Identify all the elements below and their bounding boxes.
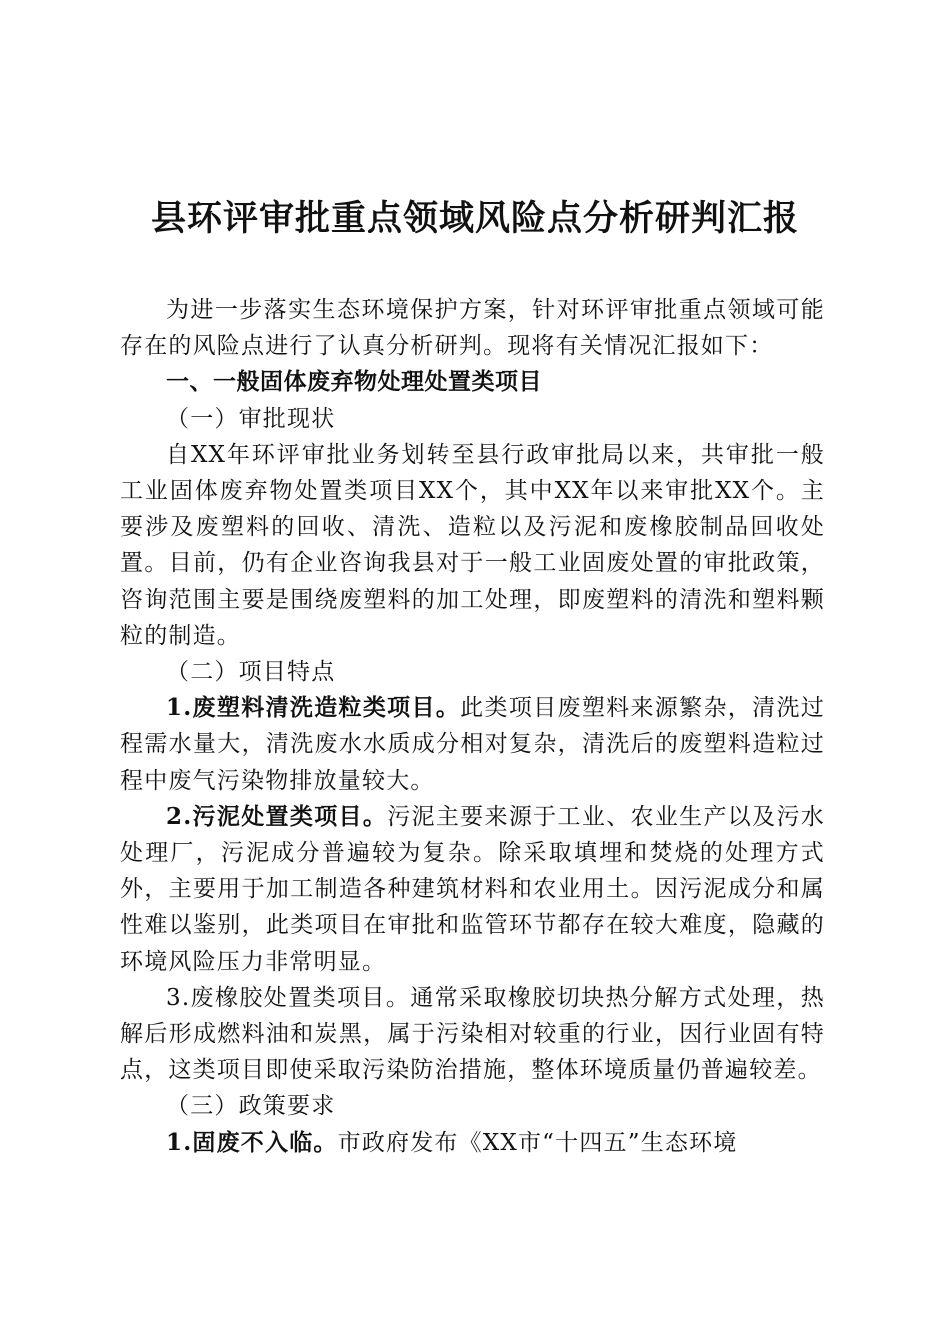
paragraph <box>120 799 825 980</box>
intro-paragraph: 为进一步落实生态环境保护方案，针对环评审批重点领域可能存在的风险点进行了认真分析研判。现将有关情况汇报如下： <box>120 297 825 360</box>
subsection-heading: （三）政策要求 <box>166 1093 336 1120</box>
paragraph: 自XX年环评审批业务划转至县行政审批局以来，共审批一般工业固体废弃物处置类项目XX个，其中XX年以来审批XX个。主要涉及废塑料的回收、清洗、造粒以及污泥和废橡胶制品回收处置。目前，仍有企业咨询我县对于一般工业固废处置的审批政策，咨询范围主要是围绕废塑料的加工处理，即废塑料的清洗和塑料颗粒的制造。 <box>120 441 825 649</box>
item-text: 市政府发布《XX市“十四五”生态环境 <box>337 1129 738 1156</box>
item-lead: 1.固废不入临。 <box>166 1128 338 1156</box>
paragraph <box>120 1125 825 1161</box>
paragraph: 3.废橡胶处置类项目。通常采取橡胶切块热分解方式处理，热解后形成燃料油和炭黑，属于污染相对较重的行业，因行业固有特点，这类项目即使采取污染防治措施，整体环境质量仍普遍较差。 <box>120 984 825 1084</box>
item-text: 污泥主要来源于工业、农业生产以及污水处理厂，污泥成分普遍较为复杂。除采取填埋和焚烧的处理方式外，主要用于加工制造各种建筑材料和农业用土。因污泥成分和属性难以鉴别，此类项目在审批和监管环节都存在较大难度，隐藏的环境风险压力非常明显。 <box>120 803 825 975</box>
item-lead: 1.废塑料清洗造粒类项目。 <box>166 694 461 722</box>
item-lead: 2.污泥处置类项目。 <box>166 802 388 830</box>
item-text: 此类项目废塑料来源繁杂，清洗过程需水量大，清洗废水水质成分相对复杂，清洗后的废塑料造粒过程中废气污染物排放量较大。 <box>120 695 825 794</box>
document-title: 县环评审批重点领域风险点分析研判汇报 <box>150 198 799 239</box>
document-body <box>120 292 825 1161</box>
subsection-heading: （一）审批现状 <box>166 405 336 432</box>
paragraph <box>120 690 825 799</box>
subsection-heading: （二）项目特点 <box>166 659 336 686</box>
section-heading: 一、一般固体废弃物处理处置类项目 <box>166 369 542 396</box>
